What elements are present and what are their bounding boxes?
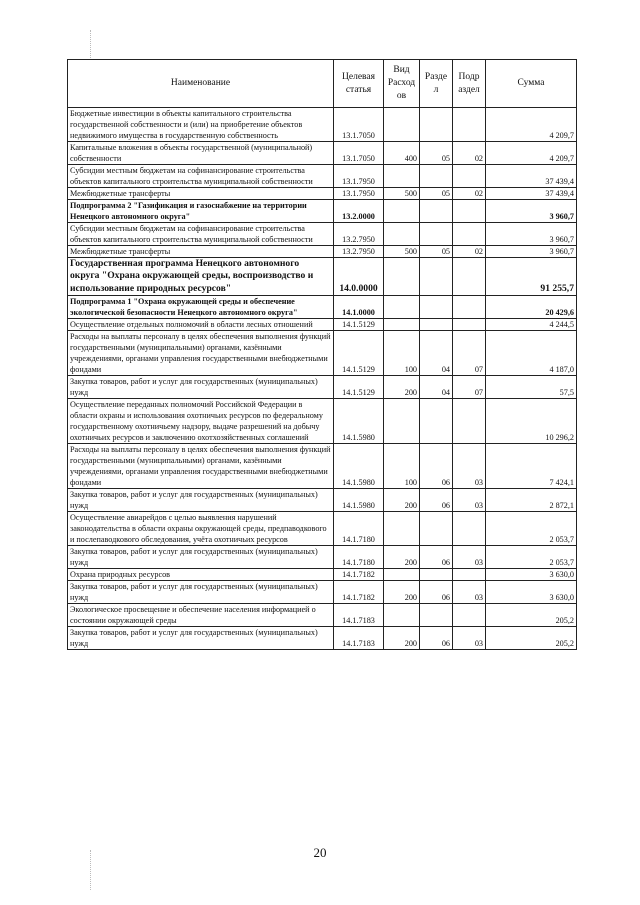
table-row (68, 246, 577, 258)
cell-section (420, 223, 453, 246)
cell-target-article: 14.1.5129 (334, 376, 384, 399)
cell-subsection: 03 (453, 489, 486, 512)
cell-sum: 10 296,2 (486, 399, 577, 444)
cell-target-article: 14.1.5129 (334, 319, 384, 331)
cell-target-article: 13.1.7050 (334, 142, 384, 165)
cell-name: Расходы на выплаты персоналу в целях обеспечения выполнения функций государственными (муниципальными) органами, казёнными учреждениями, органами управления государственными внебюджетными фондами (68, 331, 334, 376)
cell-target-article: 14.1.7183 (334, 627, 384, 650)
cell-section: 06 (420, 546, 453, 569)
table-row (68, 546, 577, 569)
cell-name: Подпрограмма 1 "Охрана окружающей среды и обеспечение экологической безопасности Ненецкого автономного округа" (68, 296, 334, 319)
cell-target-article: 14.1.5129 (334, 331, 384, 376)
cell-sum: 2 872,1 (486, 489, 577, 512)
cell-target-article: 14.1.7182 (334, 569, 384, 581)
cell-target-article: 14.1.5980 (334, 399, 384, 444)
cell-expense-type: 200 (384, 376, 420, 399)
header-subsection: Подр аздел (453, 60, 486, 108)
cell-expense-type (384, 108, 420, 142)
cell-expense-type: 500 (384, 246, 420, 258)
cell-expense-type: 200 (384, 581, 420, 604)
cell-name: Экологическое просвещение и обеспечение населения информацией о состоянии окружающей среды (68, 604, 334, 627)
cell-expense-type (384, 223, 420, 246)
cell-subsection (453, 512, 486, 546)
cell-target-article: 14.1.7180 (334, 512, 384, 546)
cell-name: Субсидии местным бюджетам на софинансирование строительства объектов капитального строительства муниципальной собственности (68, 223, 334, 246)
cell-section (420, 296, 453, 319)
cell-target-article: 14.1.5980 (334, 444, 384, 489)
cell-sum: 3 630,0 (486, 569, 577, 581)
cell-expense-type (384, 200, 420, 223)
cell-section (420, 258, 453, 296)
cell-section (420, 604, 453, 627)
cell-section (420, 319, 453, 331)
budget-table-container (67, 59, 576, 650)
cell-subsection (453, 258, 486, 296)
cell-section (420, 200, 453, 223)
cell-subsection (453, 569, 486, 581)
cell-section: 06 (420, 627, 453, 650)
cell-target-article: 14.1.7182 (334, 581, 384, 604)
table-row (68, 569, 577, 581)
cell-target-article: 13.1.7950 (334, 188, 384, 200)
header-expense-type: Вид Расход ов (384, 60, 420, 108)
cell-section: 05 (420, 246, 453, 258)
table-row (68, 399, 577, 444)
cell-name: Межбюджетные трансферты (68, 188, 334, 200)
cell-section: 06 (420, 489, 453, 512)
table-row (68, 223, 577, 246)
cell-target-article: 13.2.7950 (334, 223, 384, 246)
cell-name: Закупка товаров, работ и услуг для государственных (муниципальных) нужд (68, 581, 334, 604)
cell-sum: 205,2 (486, 627, 577, 650)
table-row (68, 444, 577, 489)
cell-name: Государственная программа Ненецкого автономного округа "Охрана окружающей среды, воспроизводство и использование природных ресурсов" (68, 258, 334, 296)
cell-name: Осуществление переданных полномочий Российской Федерации в области охраны и использования охотничьих ресурсов по федеральному государственному охотничьему надзору, выдаче разрешений на добычу охотничьих ресурсов и заключению охотхозяйственных соглашений (68, 399, 334, 444)
table-row (68, 627, 577, 650)
table-row (68, 188, 577, 200)
table-row (68, 319, 577, 331)
cell-sum: 7 424,1 (486, 444, 577, 489)
cell-name: Осуществление отдельных полномочий в области лесных отношений (68, 319, 334, 331)
cell-section: 06 (420, 444, 453, 489)
cell-section: 05 (420, 142, 453, 165)
table-row (68, 512, 577, 546)
table-body (68, 108, 577, 650)
cell-expense-type (384, 569, 420, 581)
cell-section (420, 399, 453, 444)
cell-expense-type (384, 165, 420, 188)
cell-name: Капитальные вложения в объекты государственной (муниципальной) собственности (68, 142, 334, 165)
cell-subsection: 07 (453, 331, 486, 376)
cell-section: 06 (420, 581, 453, 604)
cell-expense-type (384, 512, 420, 546)
cell-section (420, 165, 453, 188)
cell-subsection (453, 319, 486, 331)
cell-section (420, 569, 453, 581)
cell-subsection: 03 (453, 546, 486, 569)
cell-expense-type: 400 (384, 142, 420, 165)
cell-subsection (453, 296, 486, 319)
cell-sum: 3 960,7 (486, 200, 577, 223)
table-row (68, 489, 577, 512)
cell-subsection: 03 (453, 444, 486, 489)
cell-subsection: 07 (453, 376, 486, 399)
cell-name: Закупка товаров, работ и услуг для государственных (муниципальных) нужд (68, 546, 334, 569)
cell-name: Закупка товаров, работ и услуг для государственных (муниципальных) нужд (68, 376, 334, 399)
cell-sum: 37 439,4 (486, 188, 577, 200)
cell-expense-type (384, 604, 420, 627)
cell-target-article: 13.1.7950 (334, 165, 384, 188)
cell-section: 04 (420, 331, 453, 376)
cell-expense-type (384, 258, 420, 296)
cell-target-article: 14.1.0000 (334, 296, 384, 319)
table-row (68, 165, 577, 188)
cell-expense-type: 200 (384, 627, 420, 650)
cell-sum: 37 439,4 (486, 165, 577, 188)
cell-subsection (453, 604, 486, 627)
cell-expense-type: 100 (384, 331, 420, 376)
cell-name: Охрана природных ресурсов (68, 569, 334, 581)
table-row (68, 581, 577, 604)
cell-sum: 2 053,7 (486, 512, 577, 546)
cell-subsection: 03 (453, 581, 486, 604)
table-row (68, 108, 577, 142)
cell-sum: 3 630,0 (486, 581, 577, 604)
cell-name: Закупка товаров, работ и услуг для государственных (муниципальных) нужд (68, 489, 334, 512)
cell-subsection: 02 (453, 142, 486, 165)
cell-sum: 4 209,7 (486, 142, 577, 165)
table-row (68, 376, 577, 399)
cell-sum: 57,5 (486, 376, 577, 399)
cell-sum: 4 187,0 (486, 331, 577, 376)
cell-subsection (453, 200, 486, 223)
cell-section: 05 (420, 188, 453, 200)
cell-subsection: 02 (453, 188, 486, 200)
cell-target-article: 14.1.7180 (334, 546, 384, 569)
cell-name: Подпрограмма 2 "Газификация и газоснабжение на территории Ненецкого автономного округа" (68, 200, 334, 223)
cell-target-article: 13.1.7050 (334, 108, 384, 142)
cell-subsection (453, 165, 486, 188)
cell-name: Межбюджетные трансферты (68, 246, 334, 258)
header-section: Разде л (420, 60, 453, 108)
header-target-article: Целевая статья (334, 60, 384, 108)
cell-expense-type: 500 (384, 188, 420, 200)
header-name: Наименование (68, 60, 334, 108)
table-row (68, 200, 577, 223)
table-row (68, 331, 577, 376)
cell-name: Субсидии местным бюджетам на софинансирование строительства объектов капитального строительства муниципальной собственности (68, 165, 334, 188)
cell-section (420, 108, 453, 142)
cell-sum: 20 429,6 (486, 296, 577, 319)
cell-target-article: 13.2.7950 (334, 246, 384, 258)
cell-name: Бюджетные инвестиции в объекты капитального строительства государственной собственности и (или) на приобретение объектов недвижимого имущества в государственную собственность (68, 108, 334, 142)
cell-subsection (453, 223, 486, 246)
cell-expense-type (384, 296, 420, 319)
cell-sum: 4 209,7 (486, 108, 577, 142)
table-row (68, 296, 577, 319)
page-number: 20 (313, 845, 327, 860)
cell-subsection: 03 (453, 627, 486, 650)
cell-expense-type: 200 (384, 546, 420, 569)
cell-expense-type (384, 399, 420, 444)
scan-artifact (90, 850, 92, 890)
cell-expense-type: 200 (384, 489, 420, 512)
budget-table (67, 59, 577, 650)
cell-section (420, 512, 453, 546)
cell-name: Закупка товаров, работ и услуг для государственных (муниципальных) нужд (68, 627, 334, 650)
cell-subsection (453, 108, 486, 142)
cell-name: Расходы на выплаты персоналу в целях обеспечения выполнения функций государственными (муниципальными) органами, казёнными учреждениями, органами управления государственными внебюджетными фондами (68, 444, 334, 489)
cell-subsection (453, 399, 486, 444)
table-row (68, 604, 577, 627)
header-sum: Сумма (486, 60, 577, 108)
cell-expense-type (384, 319, 420, 331)
cell-sum: 3 960,7 (486, 246, 577, 258)
cell-target-article: 13.2.0000 (334, 200, 384, 223)
cell-name: Осуществление авиарейдов с целью выявления нарушений законодательства в области охраны окружающей среды, предпаводкового и послепаводкового обследования, учёта охотничьих ресурсов (68, 512, 334, 546)
table-row (68, 142, 577, 165)
cell-expense-type: 100 (384, 444, 420, 489)
scan-artifact (90, 30, 92, 60)
cell-sum: 4 244,5 (486, 319, 577, 331)
table-row (68, 258, 577, 296)
cell-target-article: 14.1.7183 (334, 604, 384, 627)
cell-sum: 91 255,7 (486, 258, 577, 296)
cell-target-article: 14.0.0000 (334, 258, 384, 296)
cell-section: 04 (420, 376, 453, 399)
cell-target-article: 14.1.5980 (334, 489, 384, 512)
table-header-row (68, 60, 577, 108)
cell-sum: 2 053,7 (486, 546, 577, 569)
cell-sum: 205,2 (486, 604, 577, 627)
cell-sum: 3 960,7 (486, 223, 577, 246)
cell-subsection: 02 (453, 246, 486, 258)
